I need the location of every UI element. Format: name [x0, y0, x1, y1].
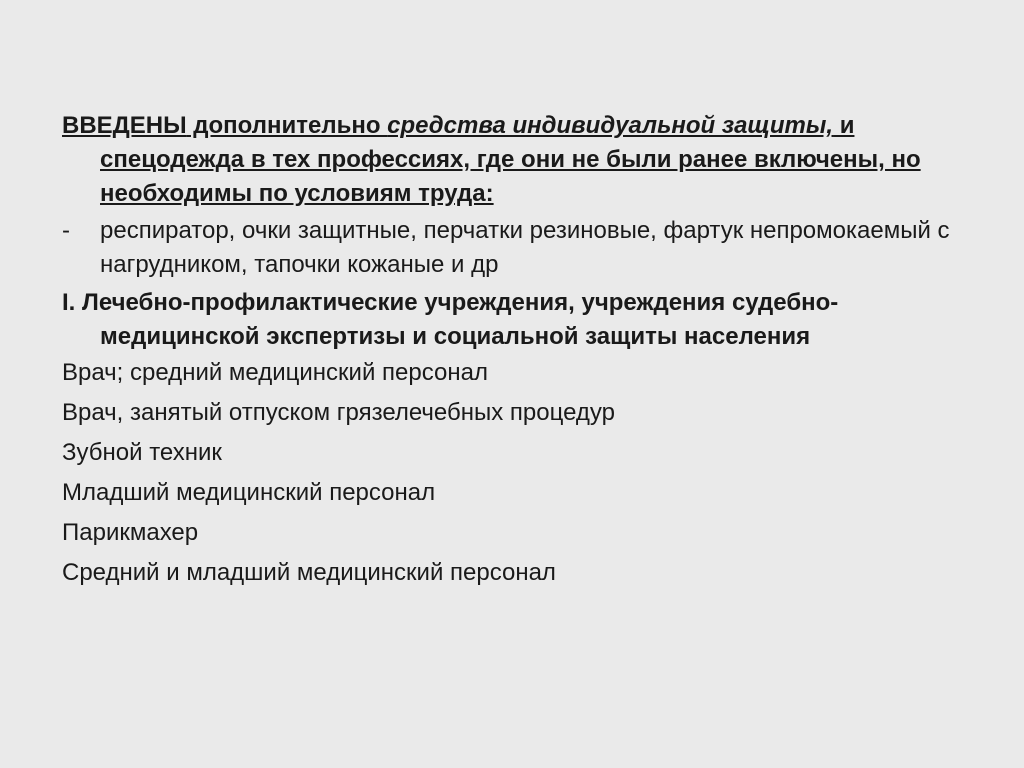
intro-additionally: дополнительно	[186, 112, 388, 139]
slide-content	[62, 109, 962, 596]
section-title: I. Лечебно-профилактические учреждения, учреждения судебно-медицинской экспертизы и социальной защиты населения	[62, 289, 839, 350]
list-item: Младший медицинский персонал	[62, 479, 436, 506]
bullet-item	[62, 214, 962, 282]
list-item: Врач, занятый отпуском грязелечебных процедур	[62, 399, 615, 426]
bullet-text: респиратор, очки защитные, перчатки резиновые, фартук непромокаемый с нагрудником, тапочки кожаные и др	[100, 217, 950, 278]
list-item: Зубной техник	[62, 439, 222, 466]
intro-paragraph	[62, 109, 962, 211]
intro-rest: и спецодежда в тех профессиях, где они не были ранее включены, но необходимы по условиям труда:	[100, 112, 921, 207]
list-item: Врач; средний медицинский персонал	[62, 359, 488, 386]
list-item: Парикмахер	[62, 519, 199, 546]
intro-introduced: ВВЕДЕНЫ	[62, 112, 187, 139]
list-item: Средний и младший медицинский персонал	[62, 559, 556, 586]
intro-ppe: средства индивидуальной защиты,	[387, 112, 834, 139]
bullet-marker: -	[62, 217, 70, 244]
